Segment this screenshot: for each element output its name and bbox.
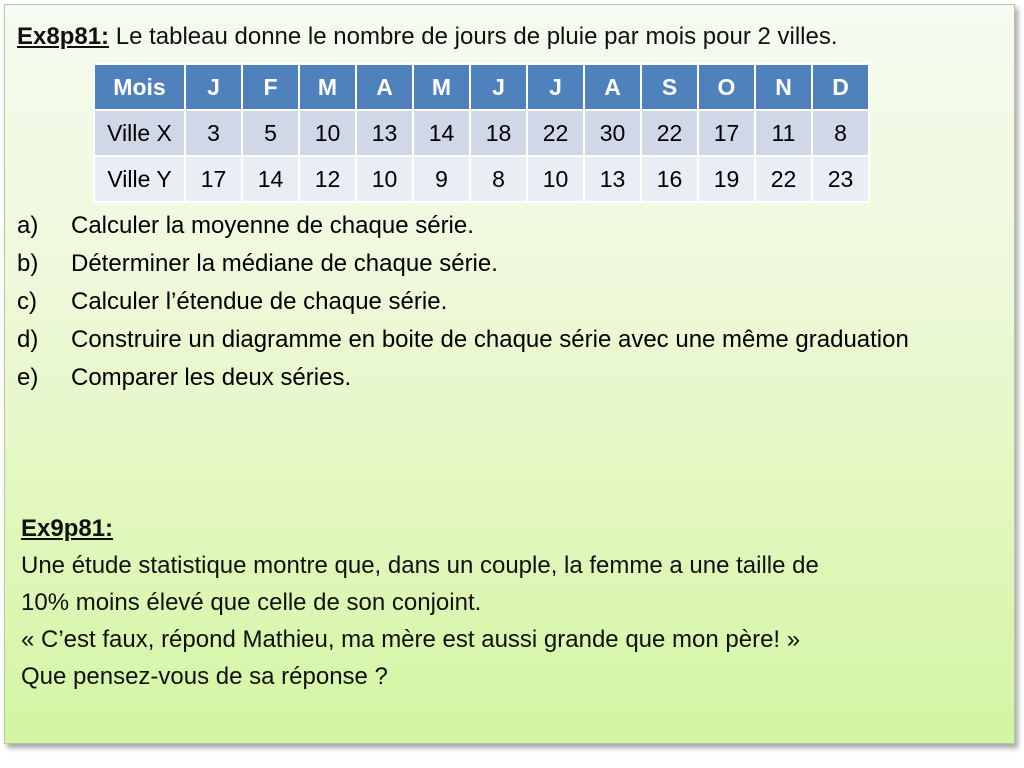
- table-cell: 11: [755, 110, 812, 156]
- table-cell: 10: [527, 156, 584, 202]
- exercise1-title: Ex8p81:: [17, 23, 110, 50]
- exercise1-intro-line: [17, 19, 1004, 55]
- question-item: [17, 207, 967, 245]
- table-cell: 5: [242, 110, 299, 156]
- question-marker: b): [17, 250, 39, 277]
- header-cell-month: J: [185, 64, 242, 110]
- exercise2-line: Une étude statistique montre que, dans un couple, la femme a une taille de: [21, 552, 819, 579]
- table-cell: 13: [584, 156, 641, 202]
- question-marker: a): [17, 212, 39, 239]
- header-cell-month: J: [527, 64, 584, 110]
- header-cell-month: M: [413, 64, 470, 110]
- header-cell-month: D: [812, 64, 869, 110]
- question-marker: c): [17, 288, 37, 315]
- table-cell: 14: [242, 156, 299, 202]
- table-cell: 12: [299, 156, 356, 202]
- question-item: [17, 321, 967, 359]
- question-text: Calculer la moyenne de chaque série.: [71, 212, 474, 239]
- row-label: Ville X: [94, 110, 185, 156]
- header-cell-month: O: [698, 64, 755, 110]
- table-cell: 18: [470, 110, 527, 156]
- question-marker: e): [17, 364, 39, 391]
- rain-days-table: [93, 63, 870, 203]
- table-cell: 14: [413, 110, 470, 156]
- table-cell: 22: [755, 156, 812, 202]
- table-row-ville-y: [94, 156, 869, 202]
- header-cell-mois: Mois: [94, 64, 185, 110]
- table-cell: 13: [356, 110, 413, 156]
- exercise2-line: « C’est faux, répond Mathieu, ma mère est aussi grande que mon père! »: [21, 626, 801, 653]
- table-cell: 30: [584, 110, 641, 156]
- header-cell-month: M: [299, 64, 356, 110]
- table-cell: 19: [698, 156, 755, 202]
- exercise2: [21, 510, 1011, 695]
- question-list: [17, 207, 967, 397]
- question-text: Déterminer la médiane de chaque série.: [71, 250, 498, 277]
- header-cell-month: A: [356, 64, 413, 110]
- table-cell: 3: [185, 110, 242, 156]
- table-cell: 22: [527, 110, 584, 156]
- question-item: [17, 283, 967, 321]
- header-cell-month: F: [242, 64, 299, 110]
- question-text: Construire un diagramme en boite de chaque série avec une même graduation: [71, 326, 909, 353]
- header-cell-month: J: [470, 64, 527, 110]
- question-item: [17, 359, 967, 397]
- table-cell: 23: [812, 156, 869, 202]
- row-label: Ville Y: [94, 156, 185, 202]
- table-row-ville-x: [94, 110, 869, 156]
- exercise2-line: 10% moins élevé que celle de son conjoint.: [21, 589, 482, 616]
- table-cell: 10: [299, 110, 356, 156]
- table-header-row: [94, 64, 869, 110]
- header-cell-month: A: [584, 64, 641, 110]
- table-cell: 8: [470, 156, 527, 202]
- table-cell: 8: [812, 110, 869, 156]
- exercise1-heading: [17, 19, 1004, 55]
- table-cell: 17: [185, 156, 242, 202]
- question-text: Calculer l’étendue de chaque série.: [71, 288, 448, 315]
- question-text: Comparer les deux séries.: [71, 364, 352, 391]
- question-item: [17, 245, 967, 283]
- header-cell-month: S: [641, 64, 698, 110]
- slide: [4, 4, 1015, 744]
- header-cell-month: N: [755, 64, 812, 110]
- exercise1-intro: Le tableau donne le nombre de jours de pluie par mois pour 2 villes.: [109, 23, 838, 50]
- table-cell: 22: [641, 110, 698, 156]
- table-cell: 17: [698, 110, 755, 156]
- exercise2-title: Ex9p81:: [21, 515, 114, 542]
- exercise2-line: Que pensez-vous de sa réponse ?: [21, 663, 388, 690]
- table-cell: 10: [356, 156, 413, 202]
- table-cell: 16: [641, 156, 698, 202]
- table-cell: 9: [413, 156, 470, 202]
- question-marker: d): [17, 326, 39, 353]
